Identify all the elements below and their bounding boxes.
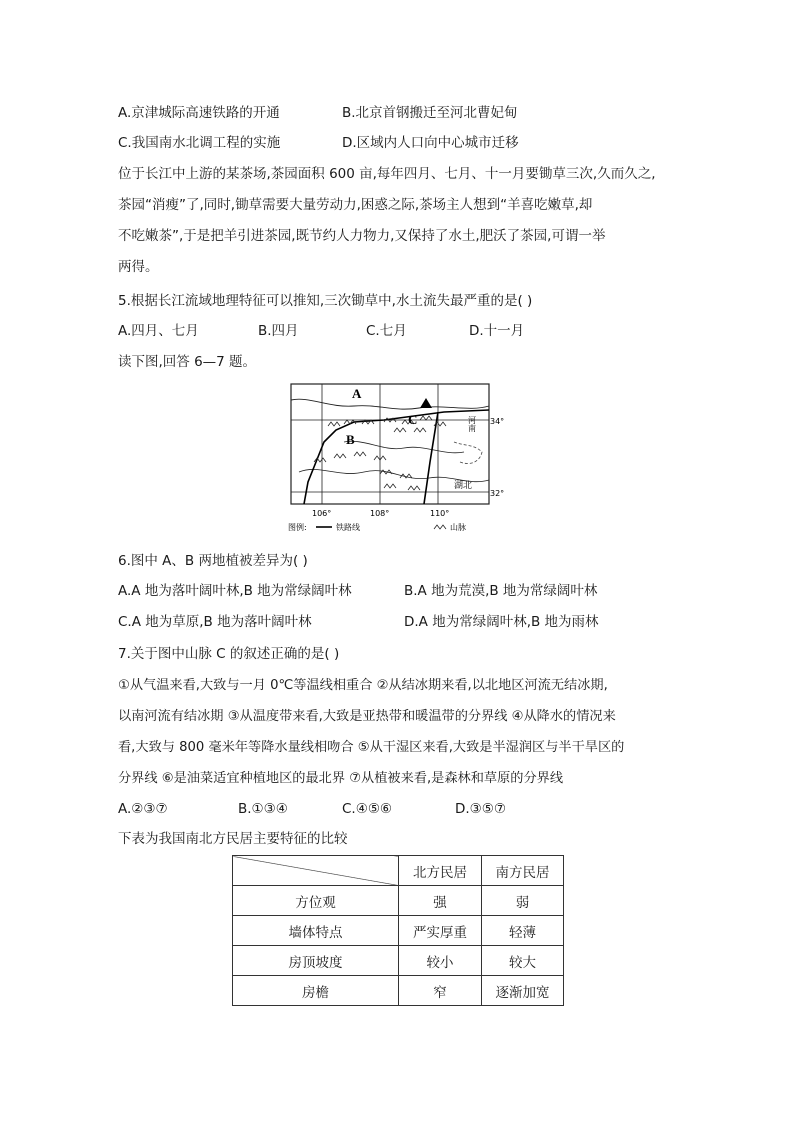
q6-option-a: A.A 地为落叶阔叶林,B 地为常绿阔叶林 (118, 583, 352, 599)
lon-tick-106: 106° (312, 509, 332, 518)
cell-south: 轻薄 (482, 916, 564, 946)
passage-line: 位于长江中上游的某茶场,茶园面积 600 亩,每年四月、七月、十一月要锄草三次,久而久之, (118, 166, 656, 182)
table-row (233, 946, 564, 976)
river-south (299, 469, 489, 481)
q6-stem: 6.图中 A、B 两地植被差异为( ) (118, 553, 308, 569)
q7-option-b: B.①③④ (238, 801, 288, 817)
legend-prefix: 图例: (288, 523, 307, 532)
q4-option-a: A.京津城际高速铁路的开通 (118, 105, 280, 121)
cell-south: 逐渐加宽 (482, 976, 564, 1006)
lon-tick-108: 108° (370, 509, 390, 518)
table-row (233, 976, 564, 1006)
mountain-peak-icon (420, 398, 432, 408)
railway-line (424, 412, 438, 504)
table-row (233, 916, 564, 946)
legend-rail-label: 铁路线 (336, 523, 360, 532)
passage-line: 两得。 (118, 259, 159, 275)
label-hubei: 湖北 (454, 481, 473, 491)
q7-option-a: A.②③⑦ (118, 801, 168, 817)
q4-option-d: D.区域内人口向中心城市迁移 (342, 135, 519, 151)
q7-option-d: D.③⑤⑦ (455, 801, 506, 817)
passage-line: 茶园“消瘦”了,同时,锄草需要大量劳动力,困惑之际,茶场主人想到“羊喜吃嫩草,却 (118, 197, 593, 213)
cell-north: 严实厚重 (399, 916, 482, 946)
q7-line: ①从气温来看,大致与一月 0℃等温线相重合 ②从结冰期来看,以北地区河流无结冰期, (118, 678, 608, 693)
q5-option-c: C.七月 (366, 323, 407, 339)
label-b: B (346, 432, 355, 447)
label-c: C (408, 412, 418, 427)
q6-option-d: D.A 地为常绿阔叶林,B 地为雨林 (404, 614, 599, 630)
q6-option-c: C.A 地为草原,B 地为落叶阔叶林 (118, 614, 312, 630)
cell-north: 窄 (399, 976, 482, 1006)
q4-option-b: B.北京首钢搬迁至河北曹妃甸 (342, 105, 518, 121)
river-middle (344, 441, 464, 453)
label-henan: 河南 (467, 416, 477, 432)
passage-line: 不吃嫩茶”,于是把羊引进茶园,既节约人力物力,又保持了水土,肥沃了茶园,可谓一举 (118, 228, 606, 244)
map-intro: 读下图,回答 6—7 题。 (118, 354, 257, 370)
cell-south: 较大 (482, 946, 564, 976)
q4-option-c: C.我国南水北调工程的实施 (118, 135, 281, 151)
lat-tick-34: 34° (490, 417, 505, 426)
table-corner-cell (233, 856, 399, 886)
table-intro: 下表为我国南北方民居主要特征的比较 (118, 831, 348, 847)
lon-tick-110: 110° (430, 509, 450, 518)
region-map (284, 382, 505, 540)
row-label: 房顶坡度 (233, 946, 399, 976)
q7-statements (118, 670, 680, 794)
dwelling-comparison-table (232, 855, 564, 1006)
q7-line: 看,大致与 800 毫米年等降水量线相吻合 ⑤从干湿区来看,大致是半湿润区与半干旱区的 (118, 740, 625, 755)
table-row (233, 886, 564, 916)
cell-north: 强 (399, 886, 482, 916)
header-south: 南方民居 (482, 856, 564, 886)
cell-south: 弱 (482, 886, 564, 916)
q5-option-d: D.十一月 (469, 323, 525, 339)
legend-mountain-label: 山脉 (450, 523, 466, 532)
q5-option-b: B.四月 (258, 323, 299, 339)
q7-line: 以南河流有结冰期 ③从温度带来看,大致是亚热带和暖温带的分界线 ④从降水的情况来 (118, 709, 616, 724)
q7-line: 分界线 ⑥是油菜适宜种植地区的最北界 ⑦从植被来看,是森林和草原的分界线 (118, 771, 564, 786)
q7-option-c: C.④⑤⑥ (342, 801, 393, 817)
row-label: 房檐 (233, 976, 399, 1006)
q6-option-b: B.A 地为荒漠,B 地为常绿阔叶林 (404, 583, 598, 599)
q5-option-a: A.四月、七月 (118, 323, 199, 339)
header-north: 北方民居 (399, 856, 482, 886)
river-north (291, 399, 489, 409)
table-header-row (233, 856, 564, 886)
label-a: A (352, 386, 362, 401)
q7-stem: 7.关于图中山脉 C 的叙述正确的是( ) (118, 646, 340, 662)
row-label: 墙体特点 (233, 916, 399, 946)
tea-passage (118, 159, 678, 283)
cell-north: 较小 (399, 946, 482, 976)
q5-stem: 5.根据长江流域地理特征可以推知,三次锄草中,水土流失最严重的是( ) (118, 293, 533, 309)
row-label: 方位观 (233, 886, 399, 916)
mountain-range-c (328, 416, 446, 432)
mountain-legend-icon (434, 525, 446, 529)
lat-tick-32: 32° (490, 489, 505, 498)
